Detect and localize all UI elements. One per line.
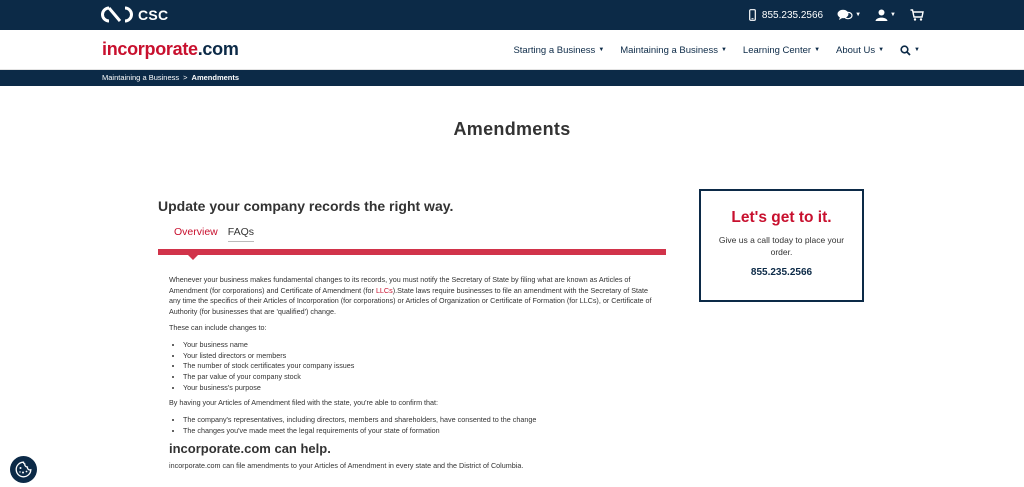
list-item: • The number of stock certificates your company issues [183, 361, 655, 372]
chevron-down-icon: ▼ [720, 47, 727, 53]
cta-phone-link[interactable]: 855.235.2566 [750, 267, 813, 278]
chevron-down-icon: ▼ [598, 47, 605, 53]
list-item: • Your business name [183, 340, 655, 351]
list-item: • The company's representatives, including directors, members and shareholders, have consented to the change [183, 415, 655, 426]
help-paragraph: incorporate.com can file amendments to your Articles of Amendment in every state and the District of Columbia. [169, 461, 524, 471]
nav-about-us[interactable] [836, 45, 884, 56]
page-title: Amendments [453, 119, 571, 139]
breadcrumb-parent-link[interactable]: Maintaining a Business [102, 73, 180, 82]
nav-label: Starting a Business [513, 44, 596, 56]
breadcrumb-bar [0, 70, 1024, 86]
nav-maintaining-a-business[interactable] [620, 45, 727, 56]
confirm-intro: By having your Articles of Amendment filed with the state, you're able to confirm that: [169, 398, 439, 408]
nav-starting-a-business[interactable] [513, 45, 604, 56]
changes-list [183, 340, 655, 394]
llcs-link[interactable]: LLCs [375, 285, 393, 295]
tab-indicator-bar [158, 249, 666, 255]
nav-learning-center[interactable] [743, 45, 820, 56]
cookie-icon [15, 461, 32, 478]
list-item: • The changes you've made meet the legal requirements of your state of formation [183, 426, 655, 437]
cta-title: Let's get to it. [731, 209, 832, 226]
cart-icon [910, 9, 924, 21]
brand-name: incorporate [102, 39, 198, 59]
brand-domain: .com [197, 39, 239, 59]
chevron-down-icon: ▼ [878, 47, 885, 53]
top-phone-number: 855.235.2566 [761, 9, 824, 21]
tab-faqs[interactable]: FAQs [228, 226, 254, 242]
incorporate-logo[interactable] [102, 39, 239, 60]
nav-label: About Us [836, 44, 876, 56]
cart-button[interactable] [910, 9, 924, 21]
top-bar [0, 0, 1024, 30]
list-item: • Your listed directors or members [183, 351, 655, 362]
intro-text-start: Whenever your business makes fundamental changes to its records, you must notify the Secretary of State by filing what are known as Articles of Amendment (for corporations) and Certificate of Amendment (for [169, 275, 631, 295]
search-button[interactable] [900, 45, 920, 56]
tab-indicator-notch [188, 255, 198, 260]
overview-panel [158, 275, 666, 472]
chat-button[interactable] [837, 9, 861, 21]
content-tabs [158, 226, 666, 242]
top-phone-link[interactable] [749, 9, 823, 21]
cookie-settings-button[interactable] [10, 456, 37, 483]
chevron-down-icon: ▼ [855, 12, 862, 18]
intro-paragraph [169, 275, 655, 317]
breadcrumb-current: Amendments [191, 73, 240, 82]
breadcrumb [102, 73, 239, 82]
chat-icon [837, 9, 853, 21]
account-button[interactable] [875, 9, 896, 21]
search-icon [900, 45, 911, 56]
call-to-action-box [699, 189, 864, 302]
intro-text-end: ).State laws require businesses to file an amendment with the Secretary of State any time the specifics of their Articles of Incorporation (for corporations) or Articles of Organization or Certificate of Formation (for LLCs), or Certificate of Authority (for businesses that are 'qualified') change. [169, 285, 652, 316]
list-item: • The par value of your company stock [183, 372, 655, 383]
tab-overview[interactable]: Overview [174, 226, 218, 238]
top-utility [749, 0, 924, 30]
chevron-down-icon: ▼ [814, 47, 821, 53]
help-heading: incorporate.com can help. [169, 441, 331, 457]
cta-subtitle: Give us a call today to place your order. [718, 235, 845, 257]
csc-logo-icon [100, 6, 134, 23]
main-header [0, 30, 1024, 70]
main-nav [513, 30, 920, 70]
nav-label: Learning Center [742, 44, 812, 56]
csc-logo[interactable] [100, 6, 168, 23]
phone-icon [749, 9, 756, 21]
changes-intro: These can include changes to: [169, 323, 267, 333]
confirm-list [183, 415, 655, 436]
csc-logo-text: CSC [138, 6, 169, 23]
section-subheading: Update your company records the right way. [158, 198, 454, 214]
list-item: • Your business's purpose [183, 383, 655, 394]
chevron-down-icon: ▼ [890, 12, 896, 18]
main-content [158, 198, 666, 478]
user-icon [875, 9, 888, 21]
breadcrumb-separator: > [183, 73, 188, 82]
chevron-down-icon: ▼ [914, 47, 920, 53]
nav-label: Maintaining a Business [620, 44, 718, 56]
